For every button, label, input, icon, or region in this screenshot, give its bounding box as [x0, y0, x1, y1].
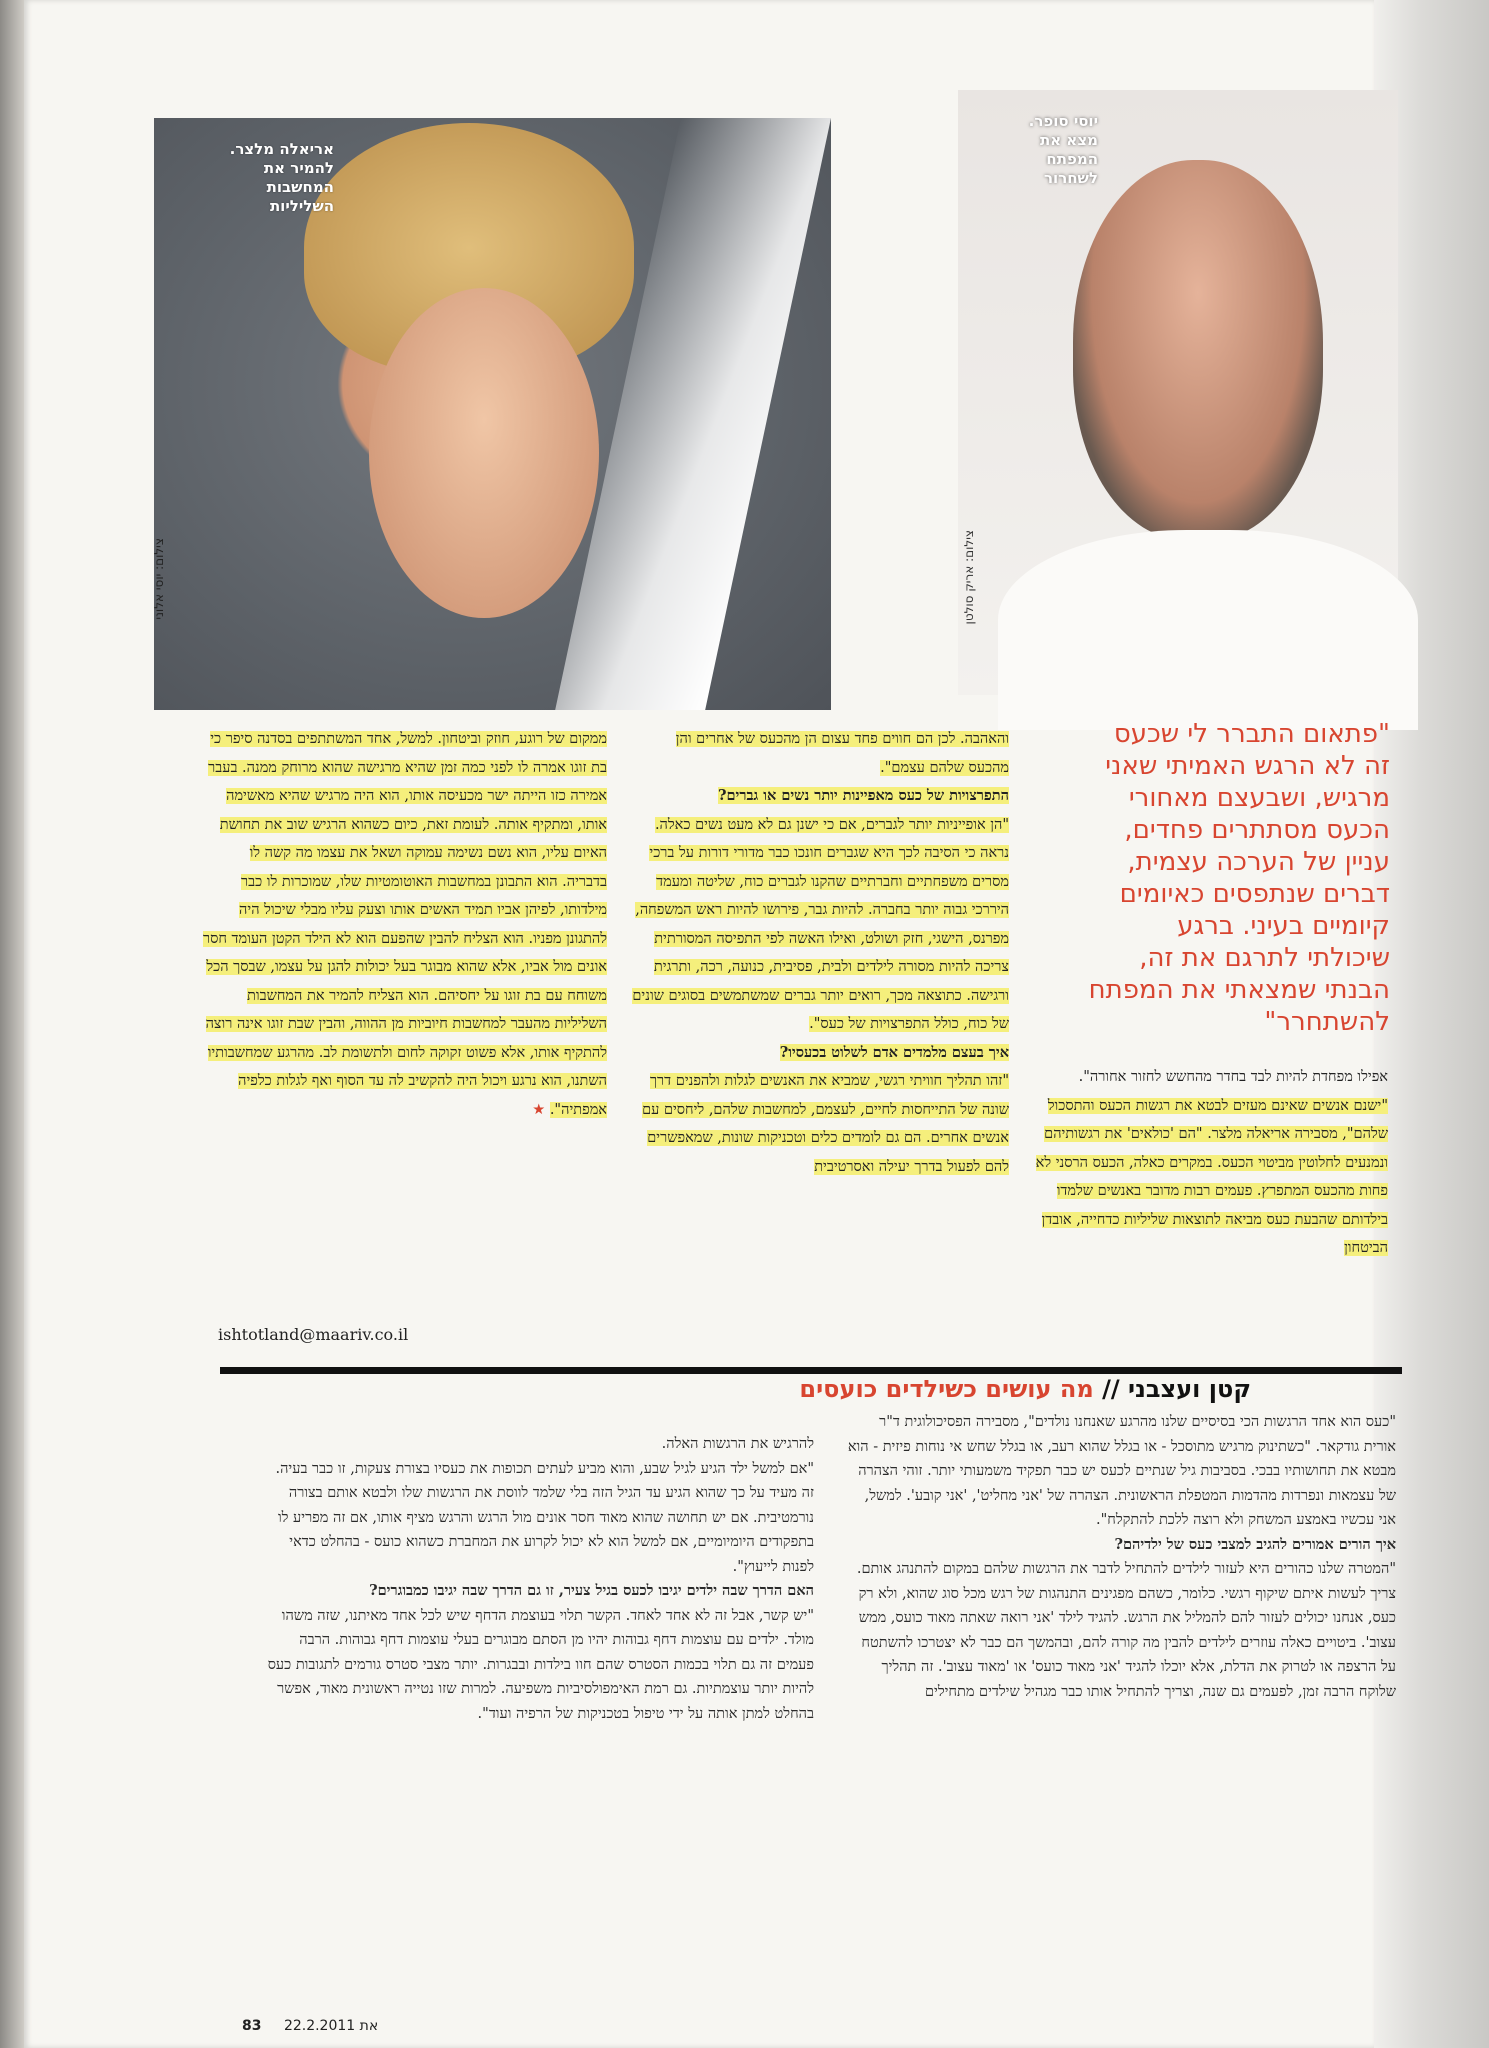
author-email[interactable]: ishtotland@maariv.co.il [218, 1325, 409, 1344]
interview-question: האם הדרך שבה ילדים יגיבו לכעס בגיל צעיר, זו גם הדרך שבה יגיבו כמבוגרים? [369, 1582, 814, 1599]
paragraph: אפילו מפחדת להיות לבד בחדר מהחשש לחזור אחורה". [1078, 1069, 1388, 1085]
paragraph: "יש קשר, אבל זה לא אחד לאחד. הקשר תלוי בעוצמת הדחף שיש לכל אחד מאיתנו, שזה משהו מולד. ילדים עם עוצמות דחף גבוהות יהיו מן הסתם מבוגרים בעלי עוצמות דחף גבוהות. הרבה פעמים זה גם תלוי בכמות הסטרס שהם חוו בילדות ובבגרות. יותר מצבי סטרס גורמים לתגובות כעס להיות יותר עוצמתיות. גם רמת האימפולסיביות משפיעה. למרות שזו נטייה ראשונית מאוד, אפשר בהחלט למתן אותה על ידי טיפול בטכניקות של הרפיה ועוד". [267, 1607, 814, 1722]
section-header [799, 1375, 1251, 1403]
interview-question: איך בעצם מלמדים אדם לשלוט בכעסיו? [779, 1043, 1009, 1061]
magazine-name: את [359, 2018, 379, 2034]
paragraph: ממקום של רוגע, חוזק וביטחון. למשל, אחד המשתתפים בסדנה סיפר כי בת זוגו אמרה לו לפני כמה זמן שהיא מרגישה שהוא מרוחק ממנה. בעבר אמירה כזו הייתה ישר מכעיסה אותו, הוא היה מרגיש שהיא מאשימה אותו, ומתקיף אותה. לעומת זאת, כיום כשהוא הרגיש שוב את תחושת האיום עליו, הוא נשם נשימה עמוקה ושאל את עצמו מה קשה לו בדבריה. הוא התבונן במחשבות האוטומטיות שלו, שמוכרות לו כבר מילדותו, לפיהן אביו תמיד האשים אותו וצעק עליו מבלי שיכול היה להתגונן מפניו. הוא הצליח להבין שהפעם הוא לא הילד הקטן העומד חסר אונים מול אביו, אלא שהוא מבוגר בעל יכולות להגן על עצמו, שבסך הכל משוחח עם בת זוגו על יחסיהם. הוא הצליח להמיר את המחשבות השליליות מהעבר למחשבות חיוביות מן ההווה, והבין שבת זוגו אינה רוצה להתקיף אותו, אלא פשוט זקוקה לחום ולתשומת לב. מהרגע שמחשבותיו השתנו, הוא נרגע ויכול היה להקשיב לה עד הסוף ואף לגלות כלפיה אמפתיה". [203, 731, 607, 1118]
article-column-left [202, 725, 607, 1124]
photo-yossi-sofer [958, 90, 1398, 695]
page-footer [242, 2018, 378, 2034]
page-number: 83 [242, 2018, 262, 2034]
scan-edge [0, 0, 24, 2048]
section-subtitle: מה עושים כשילדים כועסים [799, 1375, 1094, 1403]
section-title: קטן ועצבני [1127, 1375, 1251, 1403]
paragraph: "אם למשל ילד הגיע לגיל שבע, והוא מביע לעתים תכופות את כעסיו בצורת צעקות, זו כבר בעיה. זה מעיד על כך שהוא הגיע עד הגיל הזה בלי שלמד לווסת את הרגשות שלו ולבטא אותם בצורה נורמטיבית. אם יש תחושה שהוא מאוד חסר אונים מול הרגש והרגש מציף אותו, אם זה מפריע לו בתפקודים היומיומיים, אם למשל הוא לא יכול לקרוע את המחברת כשהוא כועס - בהחלט כדאי לפנות לייעוץ". [275, 1460, 814, 1575]
paragraph: "הן אופייניות יותר לגברים, אם כי ישנן גם לא מעט נשים כאלה. נראה כי הסיבה לכך היא שגברים חונכו כבר מדורי דורות על ברכי מסרים משפחתיים וחברתיים שהקנו לגברים כוח, שליטה ומעמד היררכי גבוה יותר בחברה. להיות גבר, פירושו להיות ראש המשפחה, מפרנס, הישגי, חזק ושולט, ואילו האשה לפי התפיסה המסורתית צריכה להיות מסורה לילדים ולבית, פסיבית, כנועה, רכה, ותרגית ורגישה. כתוצאה מכך, רואים יותר גברים שמשתמשים בסוגים שונים של כוח, כולל התפרצויות של כעס". [632, 816, 1009, 1032]
photo-right-caption: יוסי סופר. מצא את המפתח לשחרור [1028, 112, 1098, 187]
kids-column-right [844, 1410, 1396, 1704]
paragraph: "המטרה שלנו כהורים היא לעזור לילדים להתחיל לדבר את הרגשות שלהם במקום להתנהג אותם. צריך לעשות איתם שיקוף רגשי. כלומר, כשהם מפגינים התנהגות של רגש מכל סוג שהוא, ולא רק כעס, אנחנו יכולים לעזור להם להמליל את הרגש. להגיד לילד 'אני רואה שאתה מאוד כועס, ממש עצוב'. ביטויים כאלה עוזרים לילדים להבין מה קורה להם, ובהמשך הם כבר לא יצטרכו להשתטח על הרצפה או לטרוק את הדלת, אלא יוכלו להגיד 'אני מאוד כועס' או 'מאוד עצוב'. זה תהליך שלוקח הרבה זמן, לפעמים גם שנה, וצריך להתחיל אותו כבר מגהיל שילדים מתחילים [856, 1561, 1396, 1700]
photo-right-credit: צילום: אריק סולטן [962, 530, 976, 625]
kids-column-left [259, 1432, 814, 1726]
paragraph: להרגיש את הרגשות האלה. [661, 1436, 814, 1452]
article-column-right [1031, 1063, 1388, 1263]
paragraph: "זהו תהליך חוויתי רגשי, שמביא את האנשים לגלות ולהפנים דרך שונה של התייחסות לחיים, לעצמם, למחשבות שלהם, ליחסים עם אנשים אחרים. הם גם לומדים כלים וטכניקות שונות, שמאפשרים להם לפעול בדרך יעילה ואסרטיבית [642, 1073, 1009, 1175]
issue-date: 22.2.2011 [283, 2018, 356, 2034]
paragraph: והאהבה. לכן הם חווים פחד עצום הן מהכעס של אחרים והן מהכעס שלהם עצמם". [675, 731, 1009, 776]
photo-ariela-meltzer [154, 118, 831, 710]
photo-left-credit: צילום: יוסי אלוני [152, 538, 166, 620]
magazine-page [24, 0, 1396, 2048]
pull-quote: "פתאום התברר לי שכעס זה לא הרגש האמיתי שאני מרגיש, ושבעצם מאחורי הכעס מסתתרים פחדים, עניין של הערכה עצמית, דברים שנתפסים כאיומים קיומיים בעיני. ברגע שיכולתי לתרגם את זה, הבנתי שמצאתי את המפתח להשתחרר" [1088, 719, 1390, 1037]
interview-question: התפרצויות של כעס מאפיינות יותר נשים או גברים? [717, 787, 1009, 804]
paragraph: "כעס הוא אחד הרגשות הכי בסיסיים שלנו מהרגע שאנחנו נולדים", מסבירה הפסיכולוגית ד"ר אורית גודקאר. "כשתינוק מרגיש מתוסכל - או בגלל שהוא רעב, או בגלל שחש אי נוחות פיזית - הוא מבטא את תחושותיו בבכי. בסביבות גיל שנתיים לכעס יש כבר תפקיד משמעותי יותר. זוהי הצהרה של עצמאות ונפרדות מהדמות המטפלת הראשונית. הצהרה של 'אני מחליט', 'אני קובע'. למשל, אני עכשיו באמצע המשחק ולא רוצה ללכת להתקלח". [847, 1414, 1396, 1528]
section-separator: // [1102, 1375, 1120, 1403]
interview-question: איך הורים אמורים להגיב למצבי כעס של ילדיהם? [1114, 1535, 1396, 1553]
end-mark-icon: ★ [532, 1101, 546, 1118]
section-divider [220, 1367, 1402, 1374]
article-column-middle [631, 725, 1009, 1181]
highlighted-paragraph: "ישנם אנשים שאינם מעזים לבטא את רגשות הכעס והתסכול שלהם", מסבירה אריאלה מלצר. "הם 'כולאים' את רגשותיהם ונמנעים לחלוטין מביטוי הכעס. במקרים כאלה, הכעס הרסני לא פחות מהכעס המתפרץ. פעמים רבות מדובר באנשים שלמדו בילדותם שהבעת כעס מביאה לתוצאות שליליות כדחייה, אובדן הביטחון [1035, 1097, 1388, 1256]
photo-left-caption: אריאלה מלצר. להמיר את המחשבות השליליות [229, 140, 334, 215]
